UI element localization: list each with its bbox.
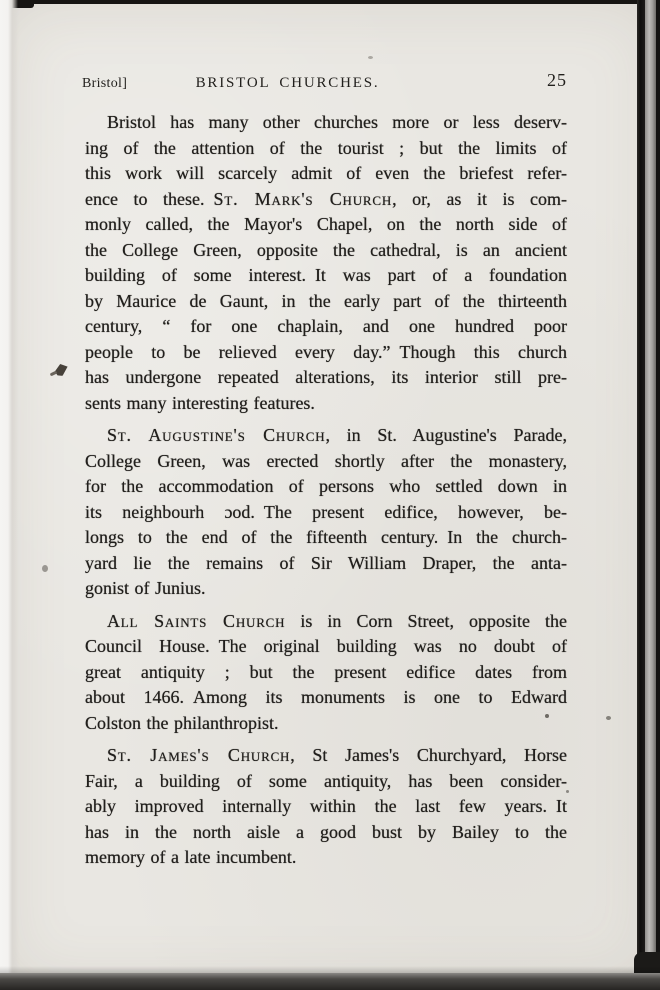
paper-speck bbox=[566, 790, 569, 793]
scan-bottom-edge bbox=[0, 973, 660, 990]
text-run: , in St. Augustine's Parade, bbox=[325, 425, 567, 445]
text-run: is in Corn Street, opposite the bbox=[285, 610, 567, 631]
paper-speck bbox=[545, 714, 549, 718]
text-line: building of some interest. It was part of a foundation bbox=[85, 265, 567, 285]
church-name-smallcaps: St. James's Church bbox=[107, 745, 291, 765]
text-line: has undergone repeated alterations, its interior still pre- bbox=[85, 367, 567, 387]
text-line bbox=[85, 423, 567, 449]
paragraph bbox=[85, 423, 567, 602]
text-line: Bristol has many other churches more or less deserv- bbox=[107, 112, 567, 132]
text-line: ably improved internally within the last few years. It bbox=[85, 796, 567, 816]
text-line: century, “ for one chaplain, and one hundred poor bbox=[85, 316, 567, 336]
text-line: has in the north aisle a good bust by Bailey to the bbox=[85, 821, 567, 842]
text-line: College Green, was erected shortly after the monastery, bbox=[85, 450, 567, 471]
book-spine-line bbox=[637, 0, 645, 990]
header-catchword: Bristol] bbox=[82, 76, 128, 91]
text-line bbox=[85, 609, 567, 635]
text-line: great antiquity ; but the present edifice dates from bbox=[85, 661, 567, 682]
text-line: longs to the end of the fifteenth century. In the church- bbox=[85, 527, 567, 547]
church-name-smallcaps: St. Mark's Church bbox=[213, 188, 393, 209]
paper-speck bbox=[42, 565, 48, 572]
ink-blot-tail bbox=[50, 371, 58, 377]
text-line: sents many interesting features. bbox=[85, 392, 315, 413]
paragraph bbox=[85, 609, 567, 737]
text-line: its neighbourh ɔod. The present edifice, however, be- bbox=[85, 501, 567, 522]
church-name-smallcaps: St. Augustine's Church bbox=[107, 425, 326, 445]
text-line: about 1466. Among its monuments is one to Edward bbox=[85, 687, 567, 707]
scan-top-edge bbox=[0, 0, 660, 4]
text-line: yard lie the remains of Sir William Draper, the anta- bbox=[85, 552, 567, 573]
page-left-edge bbox=[0, 0, 18, 990]
paper-speck bbox=[606, 716, 611, 720]
text-line: this work will scarcely admit of even the briefest refer- bbox=[85, 163, 567, 183]
text-line: for the accommodation of persons who settled down in bbox=[85, 476, 567, 496]
scan-right-edge bbox=[656, 0, 660, 990]
text-line: by Maurice de Gaunt, in the early part of the thirteenth bbox=[85, 290, 567, 311]
church-name-smallcaps: All Saints Church bbox=[107, 610, 286, 631]
text-line: memory of a late incumbent. bbox=[85, 847, 297, 867]
text-line: gonist of Junius. bbox=[85, 578, 206, 598]
text-line: the College Green, opposite the cathedral, is an ancient bbox=[85, 239, 567, 260]
text-line: ing of the attention of the tourist ; but the limits of bbox=[85, 137, 567, 158]
text-line: people to be relieved every day.” Though this church bbox=[85, 341, 567, 362]
text-line bbox=[85, 743, 567, 769]
text-line: Council House. The original building was no doubt of bbox=[85, 636, 567, 656]
text-line bbox=[85, 187, 567, 213]
paragraph bbox=[85, 110, 567, 416]
text-line: Fair, a building of some antiquity, has been consider- bbox=[85, 770, 567, 791]
running-header bbox=[82, 70, 567, 96]
text-line: monly called, the Mayor's Chapel, on the north side of bbox=[85, 214, 567, 234]
page-number: 25 bbox=[547, 70, 567, 90]
body-text bbox=[85, 110, 567, 878]
header-title: BRISTOL CHURCHES. bbox=[195, 75, 380, 91]
page-bottom-shadow bbox=[0, 966, 660, 973]
paper-speck bbox=[368, 56, 373, 59]
text-run: , or, as it is com- bbox=[392, 188, 567, 209]
paragraph bbox=[85, 743, 567, 871]
text-run: , St James's Churchyard, Horse bbox=[290, 745, 567, 765]
text-run: ence to these. bbox=[85, 188, 214, 209]
text-line: Colston the philanthropist. bbox=[85, 712, 279, 733]
